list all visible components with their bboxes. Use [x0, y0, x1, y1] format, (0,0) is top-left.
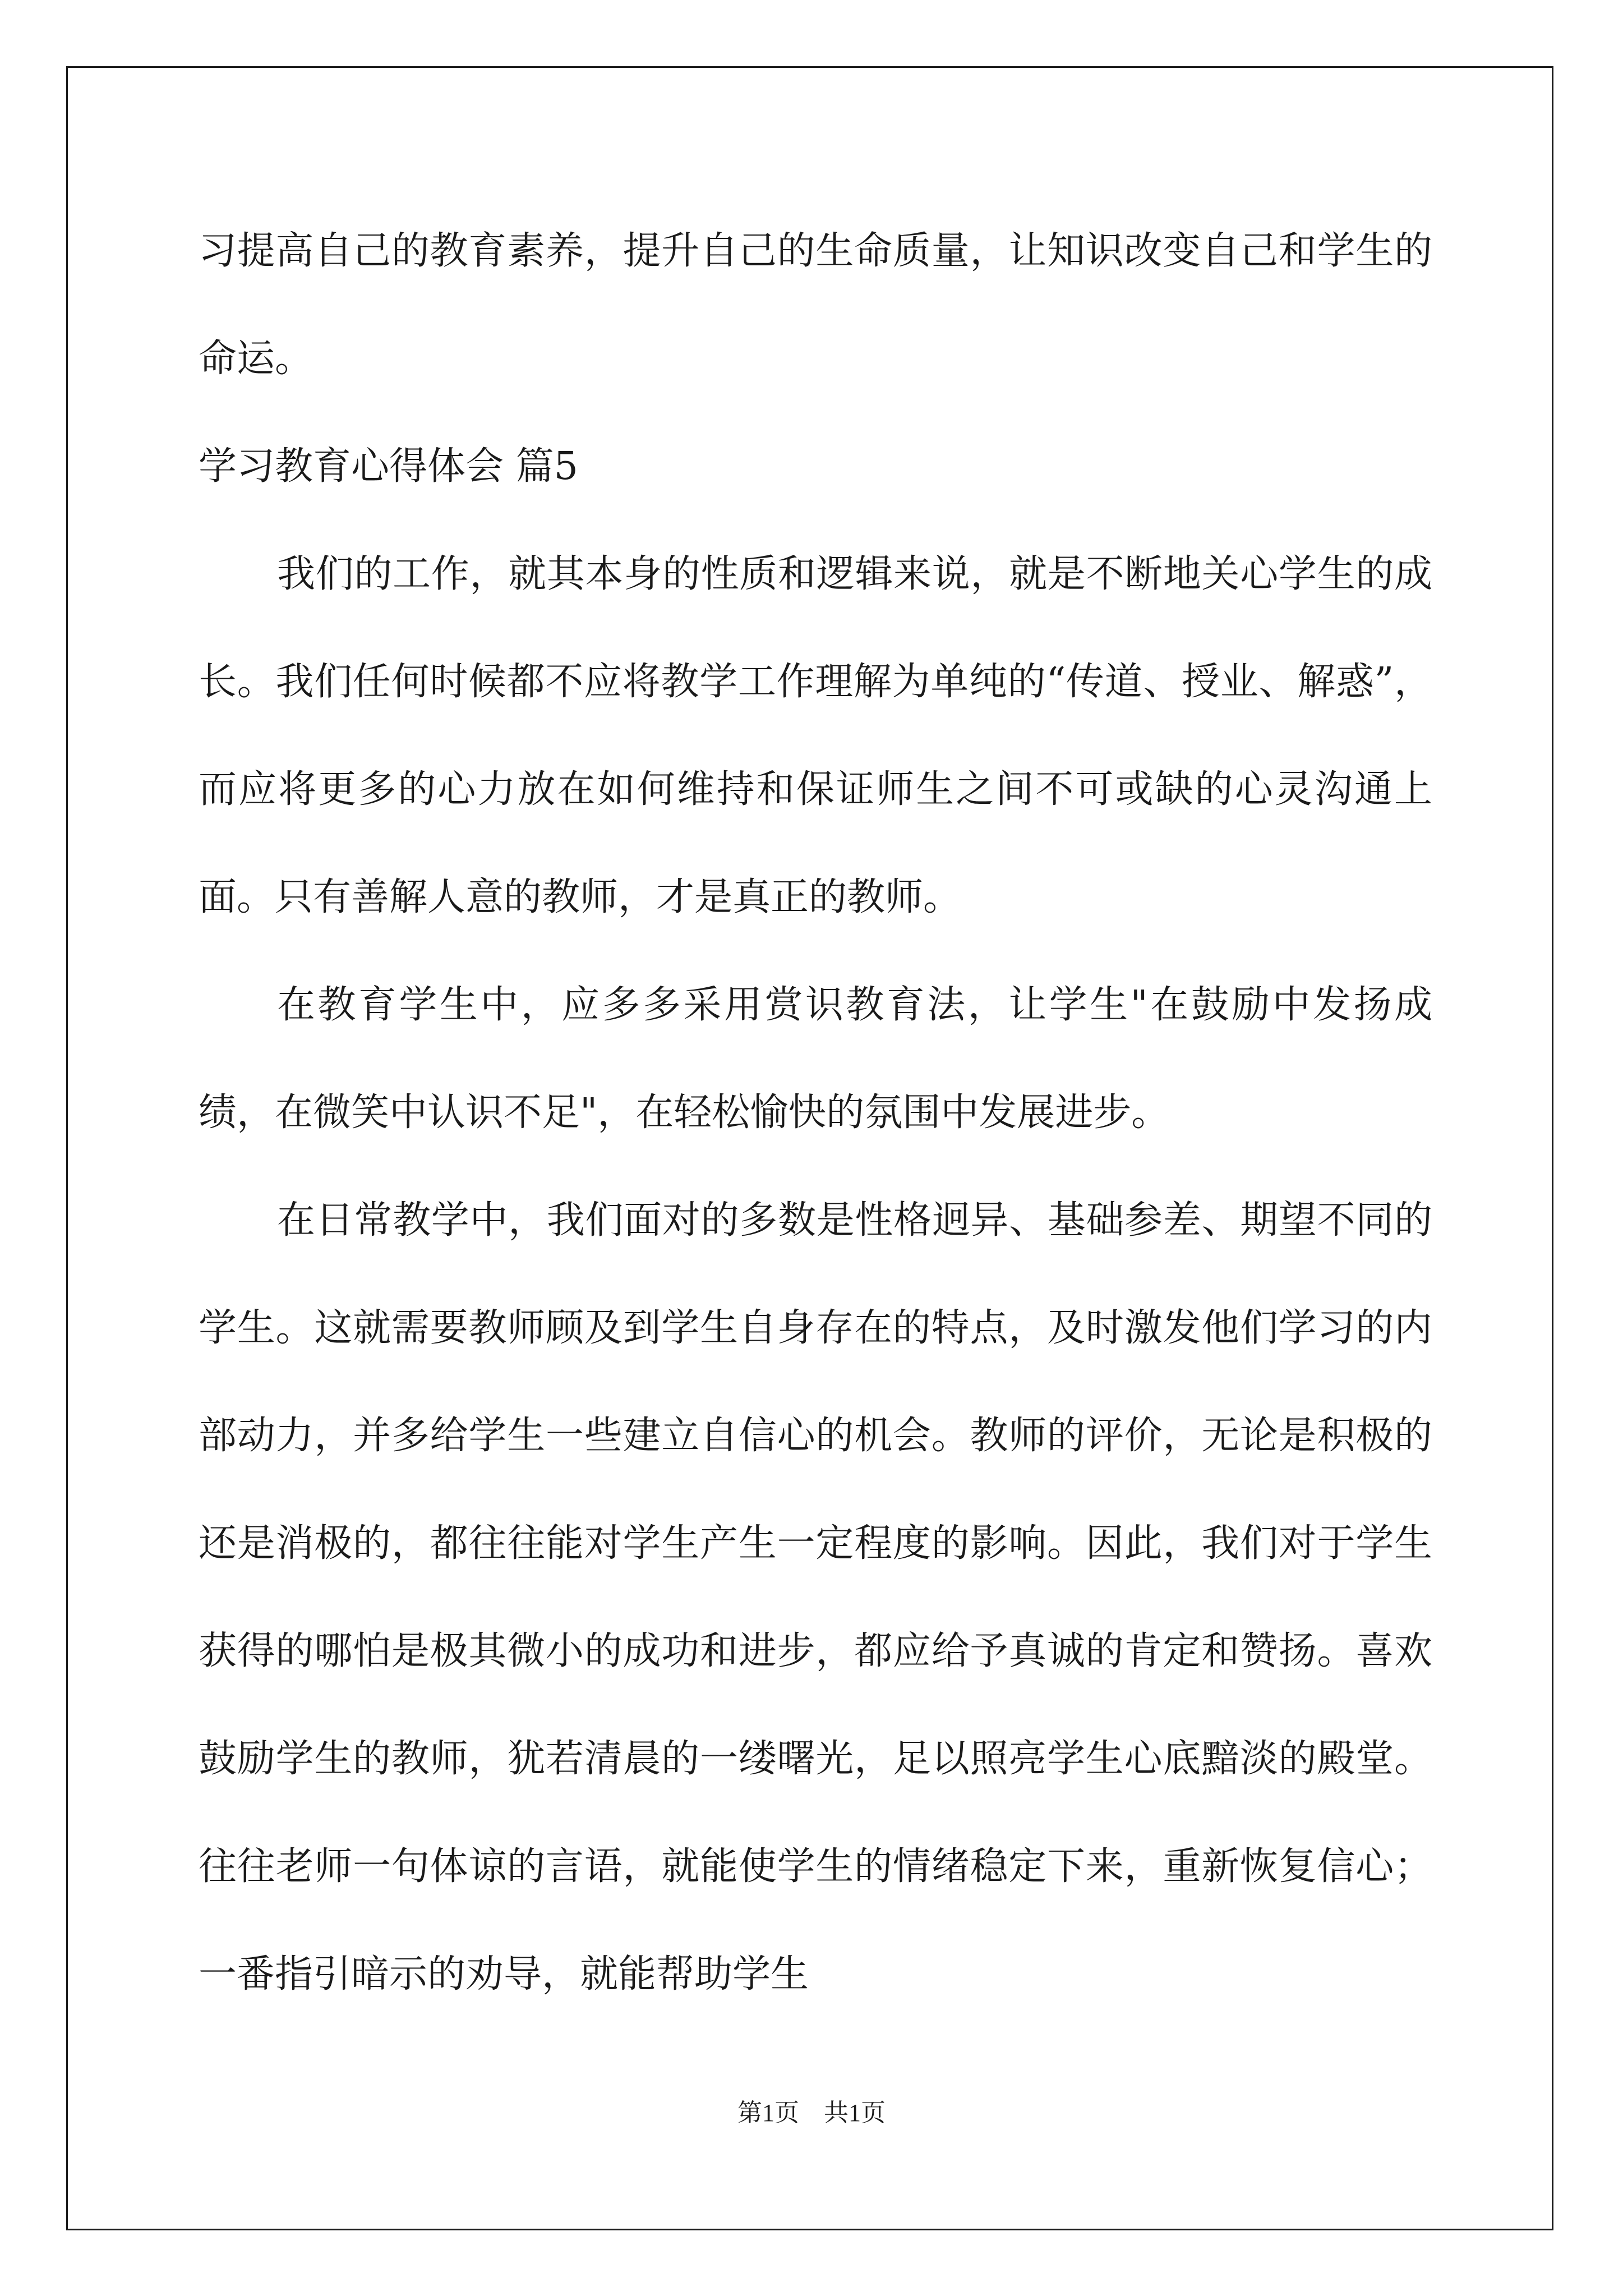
section-heading: 学习教育心得体会 篇5 [199, 444, 578, 489]
page-footer: 第1页 共1页 [737, 2099, 886, 2127]
paragraph-daily-teaching: 在日常教学中，我们面对的多数是性格迥异、基础参差、期望不同的学生。这就需要教师顾及到学生自身存在的特点，及时激发他们学习的内部动力，并多给学生一些建立自信心的机会。教师的评价，无论是积极的还是消极的，都往往能对学生产生一定程度的影响。因此，我们对于学生获得的哪怕是极其微小的成功和进步，都应给予真诚的肯定和赞扬。喜欢鼓励学生的教师，犹若清晨的一缕曙光，足以照亮学生心底黯淡的殿堂。往往老师一句体谅的言语，就能使学生的情绪稳定下来，重新恢复信心；一番指引暗示的劝导，就能帮助学生 [199, 1198, 1432, 1996]
paragraph-work-care: 我们的工作，就其本身的性质和逻辑来说，就是不断地关心学生的成长。我们任何时候都不应将教学工作理解为单纯的“传道、授业、解惑”，而应将更多的心力放在如何维持和保证师生之间不可或缺的心灵沟通上面。只有善解人意的教师，才是真正的教师。 [199, 552, 1432, 919]
paragraph-appreciation-education: 在教育学生中，应多多采用赏识教育法，让学生"在鼓励中发扬成绩，在微笑中认识不足"，在轻松愉快的氛围中发展进步。 [199, 983, 1432, 1135]
document-body [199, 197, 1432, 2028]
paragraph-continuation: 习提高自己的教育素养，提升自己的生命质量，让知识改变自己和学生的命运。 [199, 229, 1432, 381]
